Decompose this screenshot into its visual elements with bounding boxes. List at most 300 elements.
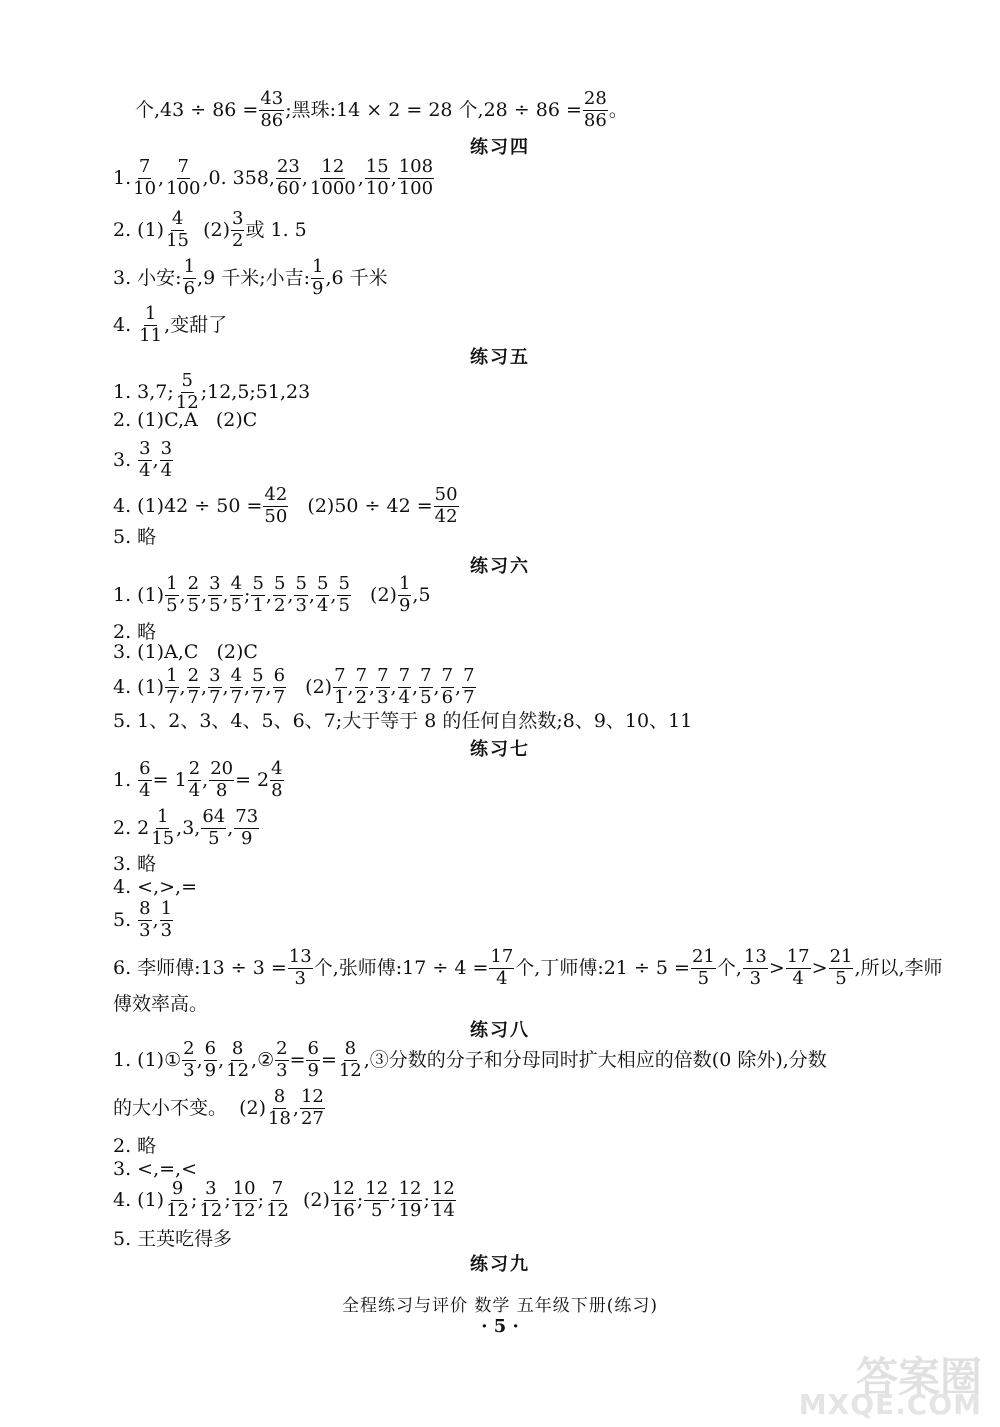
fraction-denominator: 5 bbox=[208, 827, 220, 849]
answer-text: , bbox=[152, 448, 159, 471]
fraction-denominator: 5 bbox=[166, 594, 178, 616]
section-heading: 练习六 bbox=[470, 556, 530, 577]
fraction-numerator: 2 bbox=[183, 1038, 195, 1059]
answer-text: , bbox=[222, 675, 229, 698]
fraction-denominator: 9 bbox=[204, 1059, 217, 1081]
fraction-denominator: 6 bbox=[441, 686, 454, 708]
answer-text: , bbox=[201, 583, 208, 606]
fraction-denominator: 5 bbox=[187, 594, 200, 616]
fraction-denominator: 3 bbox=[183, 1059, 195, 1081]
fraction-denominator: 4 bbox=[139, 779, 151, 801]
page-number: · 5 · bbox=[481, 1316, 519, 1337]
answer-text: (2) bbox=[351, 583, 397, 606]
fraction-numerator: 10 bbox=[232, 1178, 256, 1199]
fraction bbox=[259, 90, 284, 131]
fraction-numerator: 7 bbox=[177, 156, 189, 177]
answer-text: , bbox=[201, 675, 208, 698]
answer-text: 4. bbox=[113, 313, 138, 336]
answer-text: = bbox=[320, 1048, 337, 1071]
answer-text: 6. 李师傅:13 ÷ 3 = bbox=[113, 956, 287, 979]
fraction-denominator: 2 bbox=[355, 686, 368, 708]
fraction-numerator: 6 bbox=[139, 758, 151, 779]
fraction-denominator: 3 bbox=[276, 1059, 288, 1081]
answer-text: , bbox=[244, 675, 251, 698]
fraction bbox=[265, 1180, 290, 1221]
answer-text: ,所以,李师 bbox=[854, 956, 943, 979]
answer-text: 或 1. 5 bbox=[245, 218, 307, 241]
answer-text: ; bbox=[356, 1188, 364, 1211]
fraction-denominator: 7 bbox=[166, 686, 178, 708]
fraction bbox=[355, 667, 368, 708]
answer-text: ,5 bbox=[412, 583, 431, 606]
fraction bbox=[232, 1180, 257, 1221]
fraction-numerator: 12 bbox=[321, 156, 345, 177]
fraction-denominator: 5 bbox=[420, 686, 432, 708]
fraction-numerator: 5 bbox=[273, 573, 286, 594]
fraction bbox=[273, 575, 286, 616]
answer-text: 1. (1)① bbox=[113, 1048, 182, 1071]
answer-text: , bbox=[152, 908, 159, 931]
fraction-numerator: 7 bbox=[420, 665, 432, 686]
fraction bbox=[165, 158, 201, 199]
fraction-numerator: 1 bbox=[160, 898, 173, 919]
fraction-numerator: 5 bbox=[252, 665, 264, 686]
answer-text: 2. 2 bbox=[113, 816, 150, 839]
fraction bbox=[230, 575, 243, 616]
fraction bbox=[182, 1040, 195, 1081]
fraction-denominator: 3 bbox=[294, 967, 306, 989]
fraction-numerator: 2 bbox=[188, 758, 201, 779]
fraction bbox=[175, 372, 200, 413]
fraction-numerator: 9 bbox=[171, 1178, 184, 1199]
watermark-text: 答案圈 bbox=[855, 1353, 982, 1402]
fraction-numerator: 23 bbox=[276, 156, 300, 177]
fraction bbox=[829, 948, 854, 989]
answer-text: 。 bbox=[608, 98, 628, 121]
answer-text: , bbox=[412, 675, 419, 698]
fraction bbox=[188, 760, 201, 801]
fraction bbox=[338, 1040, 363, 1081]
fraction-denominator: 15 bbox=[166, 229, 189, 251]
answer-text: , bbox=[455, 675, 462, 698]
answer-text: , bbox=[218, 1048, 225, 1071]
fraction-denominator: 9 bbox=[241, 827, 253, 849]
fraction bbox=[275, 1040, 288, 1081]
answer-text: ,变甜了 bbox=[164, 313, 228, 336]
fraction-denominator: 11 bbox=[139, 324, 163, 346]
fraction bbox=[273, 667, 286, 708]
fraction bbox=[231, 210, 244, 251]
fraction-numerator: 1 bbox=[144, 303, 157, 324]
fraction-denominator: 3 bbox=[160, 919, 173, 941]
fraction-numerator: 50 bbox=[434, 484, 458, 505]
fraction bbox=[187, 575, 200, 616]
fraction-denominator: 12 bbox=[226, 1059, 250, 1081]
answer-text: ;黑珠:14 × 2 = 28 个,28 ÷ 86 = bbox=[285, 98, 582, 121]
fraction-numerator: 8 bbox=[273, 1086, 286, 1107]
fraction bbox=[138, 760, 151, 801]
fraction bbox=[331, 1180, 356, 1221]
answer-text: 4. (1) bbox=[113, 1188, 165, 1211]
fraction-numerator: 28 bbox=[583, 88, 607, 109]
fraction-denominator: 7 bbox=[273, 686, 286, 708]
answer-text: = 2 bbox=[235, 768, 270, 791]
fraction-denominator: 4 bbox=[139, 459, 151, 481]
fraction-numerator: 108 bbox=[398, 156, 434, 177]
answer-text: , bbox=[369, 675, 376, 698]
fraction bbox=[316, 575, 329, 616]
fraction-denominator: 4 bbox=[160, 459, 173, 481]
fraction-numerator: 5 bbox=[295, 573, 307, 594]
fraction-denominator: 12 bbox=[199, 1199, 223, 1221]
fraction-denominator: 9 bbox=[398, 594, 411, 616]
answer-text: 个,丁师傅:21 ÷ 5 = bbox=[515, 956, 690, 979]
fraction-denominator: 12 bbox=[232, 1199, 256, 1221]
fraction-denominator: 4 bbox=[496, 967, 508, 989]
fraction-denominator: 3 bbox=[295, 594, 307, 616]
fraction bbox=[311, 258, 324, 299]
answer-text: 1. bbox=[113, 768, 138, 791]
fraction bbox=[462, 667, 475, 708]
fraction bbox=[209, 760, 234, 801]
fraction-numerator: 6 bbox=[273, 665, 286, 686]
answer-text: ; bbox=[390, 1188, 397, 1211]
fraction-numerator: 73 bbox=[235, 806, 259, 827]
fraction bbox=[234, 808, 259, 849]
answer-text: 1. (1) bbox=[113, 583, 165, 606]
answer-text: > bbox=[811, 956, 828, 979]
fraction-numerator: 4 bbox=[230, 665, 243, 686]
fraction-denominator: 27 bbox=[300, 1107, 324, 1129]
fraction-numerator: 5 bbox=[316, 573, 329, 594]
fraction-numerator: 1 bbox=[312, 256, 324, 277]
answer-text: 个,张师傅:17 ÷ 4 = bbox=[313, 956, 489, 979]
fraction bbox=[251, 575, 264, 616]
fraction bbox=[376, 667, 389, 708]
fraction bbox=[743, 948, 768, 989]
answer-text: , bbox=[202, 768, 209, 791]
answer-text: 4. (1) bbox=[113, 675, 165, 698]
section-heading: 练习五 bbox=[470, 347, 530, 368]
answer-text: = bbox=[289, 1048, 306, 1071]
answer-text: 2. (1) bbox=[113, 218, 165, 241]
fraction-denominator: 2 bbox=[232, 229, 244, 251]
fraction-numerator: 7 bbox=[334, 665, 346, 686]
fraction-numerator: 12 bbox=[331, 1178, 355, 1199]
answer-text: , bbox=[179, 675, 186, 698]
answer-text: ,③分数的分子和分母同时扩大相应的倍数(0 除外),分数 bbox=[363, 1048, 827, 1071]
fraction bbox=[294, 575, 307, 616]
fraction-denominator: 9 bbox=[312, 277, 324, 299]
fraction-denominator: 42 bbox=[434, 505, 458, 527]
fraction bbox=[208, 667, 221, 708]
fraction bbox=[198, 1180, 223, 1221]
answer-text: ,② bbox=[251, 1048, 275, 1071]
answer-text: (2) bbox=[290, 1188, 330, 1211]
answer-text: , bbox=[330, 583, 337, 606]
fraction-denominator: 10 bbox=[133, 177, 157, 199]
fraction-denominator: 60 bbox=[276, 177, 300, 199]
footer-title: 全程练习与评价 数学 五年级下册(练习) bbox=[341, 1296, 659, 1316]
fraction-numerator: 1 bbox=[156, 806, 169, 827]
answer-text: , bbox=[301, 166, 308, 189]
fraction bbox=[267, 1088, 292, 1129]
fraction bbox=[251, 667, 264, 708]
answer-text: , bbox=[265, 583, 272, 606]
answer-text: ; bbox=[244, 583, 251, 606]
section-heading: 练习八 bbox=[470, 1020, 530, 1041]
fraction bbox=[434, 486, 459, 527]
fraction-numerator: 21 bbox=[691, 946, 715, 967]
fraction-numerator: 12 bbox=[365, 1178, 389, 1199]
answer-text: , bbox=[287, 583, 294, 606]
fraction bbox=[183, 258, 196, 299]
section-heading: 练习四 bbox=[470, 137, 530, 158]
fraction-denominator: 12 bbox=[175, 391, 199, 413]
fraction-denominator: 18 bbox=[268, 1107, 291, 1129]
answer-text: 5. 略 bbox=[113, 526, 157, 548]
answer-text: 3. 略 bbox=[113, 853, 157, 875]
section-heading: 练习九 bbox=[470, 1254, 530, 1275]
fraction-denominator: 6 bbox=[183, 277, 196, 299]
fraction-denominator: 16 bbox=[331, 1199, 355, 1221]
fraction bbox=[160, 900, 173, 941]
answer-text: 5. 王英吃得多 bbox=[113, 1228, 233, 1250]
fraction-denominator: 12 bbox=[266, 1199, 289, 1221]
fraction-numerator: 20 bbox=[210, 758, 234, 779]
fraction bbox=[187, 667, 200, 708]
answer-text: 2. 略 bbox=[113, 1135, 157, 1157]
fraction bbox=[225, 1040, 250, 1081]
fraction-numerator: 7 bbox=[377, 665, 389, 686]
fraction-numerator: 42 bbox=[264, 484, 288, 505]
fraction bbox=[431, 1180, 456, 1221]
watermark-url: MXQE.COM bbox=[798, 1388, 982, 1421]
fraction bbox=[333, 667, 346, 708]
fraction-numerator: 13 bbox=[288, 946, 312, 967]
fraction bbox=[165, 1180, 190, 1221]
fraction-denominator: 7 bbox=[252, 686, 264, 708]
answer-text: 个, bbox=[716, 956, 742, 979]
fraction bbox=[165, 575, 178, 616]
fraction bbox=[263, 486, 288, 527]
fraction bbox=[270, 760, 283, 801]
fraction-numerator: 7 bbox=[271, 1178, 284, 1199]
fraction-denominator: 1 bbox=[252, 594, 264, 616]
fraction-numerator: 3 bbox=[232, 208, 244, 229]
fraction bbox=[398, 575, 411, 616]
answer-text: (2)50 ÷ 42 = bbox=[289, 494, 433, 517]
fraction-numerator: 1 bbox=[183, 256, 196, 277]
fraction-denominator: 14 bbox=[431, 1199, 455, 1221]
fraction-numerator: 1 bbox=[166, 573, 178, 594]
fraction-numerator: 4 bbox=[271, 758, 283, 779]
fraction-denominator: 12 bbox=[166, 1199, 189, 1221]
answer-text: 的大小不变。 (2) bbox=[113, 1096, 266, 1119]
fraction bbox=[691, 948, 716, 989]
fraction bbox=[288, 948, 313, 989]
fraction-denominator: 12 bbox=[338, 1059, 362, 1081]
fraction-denominator: 4 bbox=[316, 594, 329, 616]
fraction bbox=[306, 1040, 319, 1081]
fraction-numerator: 2 bbox=[276, 1038, 288, 1059]
fraction-numerator: 3 bbox=[139, 438, 151, 459]
fraction-numerator: 5 bbox=[252, 573, 264, 594]
fraction-numerator: 5 bbox=[181, 370, 193, 391]
fraction-numerator: 7 bbox=[138, 156, 151, 177]
fraction-numerator: 3 bbox=[209, 665, 221, 686]
fraction bbox=[337, 575, 350, 616]
answer-text: > bbox=[768, 956, 785, 979]
fraction-numerator: 1 bbox=[398, 573, 411, 594]
fraction bbox=[165, 667, 178, 708]
fraction-numerator: 17 bbox=[786, 946, 810, 967]
fraction-denominator: 3 bbox=[139, 919, 151, 941]
fraction bbox=[276, 158, 301, 199]
fraction-denominator: 7 bbox=[209, 686, 221, 708]
section-heading: 练习七 bbox=[470, 739, 530, 760]
fraction bbox=[230, 667, 243, 708]
answer-text: ; bbox=[257, 1188, 265, 1211]
fraction bbox=[208, 575, 221, 616]
answer-text: (2) bbox=[287, 675, 333, 698]
answer-text: , bbox=[308, 583, 315, 606]
fraction-numerator: 12 bbox=[398, 1178, 422, 1199]
answer-text: , bbox=[433, 675, 440, 698]
fraction bbox=[419, 667, 432, 708]
fraction bbox=[364, 1180, 389, 1221]
answer-text: ,6 千米 bbox=[325, 266, 388, 289]
answer-text: 5. bbox=[113, 908, 138, 931]
fraction bbox=[441, 667, 454, 708]
answer-text: 3. bbox=[113, 448, 138, 471]
fraction-denominator: 4 bbox=[398, 686, 411, 708]
fraction-denominator: 7 bbox=[230, 686, 243, 708]
fraction-denominator: 8 bbox=[215, 779, 228, 801]
answer-text: , bbox=[265, 675, 272, 698]
fraction-numerator: 2 bbox=[187, 573, 200, 594]
fraction-numerator: 12 bbox=[431, 1178, 455, 1199]
answer-text: 2. 略 bbox=[113, 621, 157, 643]
answer-text: , bbox=[196, 1048, 203, 1071]
answer-text: ,9 千米;小吉: bbox=[197, 266, 311, 289]
fraction-denominator: 3 bbox=[377, 686, 389, 708]
fraction bbox=[300, 1088, 325, 1129]
answer-text: 3. <,=,< bbox=[113, 1158, 198, 1180]
fraction bbox=[398, 1180, 423, 1221]
answer-text: 傅效率高。 bbox=[113, 993, 209, 1015]
answer-text: 1. bbox=[113, 166, 132, 189]
fraction bbox=[132, 158, 157, 199]
answer-text: , bbox=[179, 583, 186, 606]
answer-text: , bbox=[222, 583, 229, 606]
fraction-numerator: 6 bbox=[307, 1038, 319, 1059]
fraction-denominator: 86 bbox=[260, 109, 284, 131]
answer-text: ; bbox=[224, 1188, 231, 1211]
fraction-denominator: 2 bbox=[273, 594, 286, 616]
fraction-numerator: 7 bbox=[463, 665, 475, 686]
answer-text: , bbox=[390, 675, 397, 698]
fraction-denominator: 4 bbox=[188, 779, 201, 801]
answer-text: 3. (1)A,C (2)C bbox=[113, 641, 258, 663]
fraction-denominator: 50 bbox=[264, 505, 288, 527]
fraction-denominator: 5 bbox=[338, 594, 350, 616]
fraction-numerator: 15 bbox=[365, 156, 389, 177]
answer-text: (2) bbox=[191, 218, 230, 241]
fraction-numerator: 8 bbox=[231, 1038, 244, 1059]
fraction-denominator: 4 bbox=[792, 967, 804, 989]
fraction-numerator: 43 bbox=[260, 88, 284, 109]
fraction-numerator: 1 bbox=[166, 665, 178, 686]
fraction-denominator: 15 bbox=[151, 827, 175, 849]
fraction bbox=[583, 90, 608, 131]
answer-text: , bbox=[390, 166, 397, 189]
fraction-denominator: 8 bbox=[271, 779, 283, 801]
answer-text: = 1 bbox=[152, 768, 187, 791]
fraction-denominator: 100 bbox=[166, 177, 201, 199]
fraction-numerator: 5 bbox=[338, 573, 350, 594]
fraction-numerator: 3 bbox=[209, 573, 221, 594]
fraction bbox=[201, 808, 226, 849]
fraction-numerator: 12 bbox=[300, 1086, 324, 1107]
fraction-denominator: 86 bbox=[583, 109, 607, 131]
fraction-numerator: 13 bbox=[743, 946, 767, 967]
fraction-numerator: 4 bbox=[230, 573, 243, 594]
fraction-denominator: 5 bbox=[230, 594, 243, 616]
fraction-numerator: 64 bbox=[202, 806, 226, 827]
fraction bbox=[138, 305, 163, 346]
fraction-numerator: 6 bbox=[204, 1038, 217, 1059]
fraction-denominator: 7 bbox=[463, 686, 475, 708]
answer-text: ,3, bbox=[176, 816, 201, 839]
fraction-denominator: 5 bbox=[697, 967, 710, 989]
answer-text: ; bbox=[191, 1188, 198, 1211]
fraction-denominator: 5 bbox=[835, 967, 847, 989]
answer-text: , bbox=[227, 816, 234, 839]
watermark-logo bbox=[798, 1345, 992, 1421]
fraction-denominator: 3 bbox=[749, 967, 762, 989]
fraction-denominator: 1 bbox=[334, 686, 346, 708]
fraction bbox=[160, 440, 173, 481]
fraction bbox=[489, 948, 514, 989]
fraction-denominator: 7 bbox=[187, 686, 200, 708]
fraction-numerator: 4 bbox=[171, 208, 184, 229]
fraction-numerator: 8 bbox=[139, 898, 151, 919]
answer-text: 4. <,>,= bbox=[113, 876, 198, 898]
fraction bbox=[150, 808, 175, 849]
fraction-denominator: 5 bbox=[209, 594, 221, 616]
answer-text: 1. 3,7; bbox=[113, 380, 174, 403]
answer-text: , bbox=[292, 1096, 299, 1119]
fraction-numerator: 7 bbox=[355, 665, 368, 686]
answer-text: ,0. 358, bbox=[202, 166, 275, 189]
fraction-denominator: 1000 bbox=[309, 177, 356, 199]
fraction-numerator: 17 bbox=[490, 946, 514, 967]
fraction bbox=[138, 440, 151, 481]
fraction bbox=[398, 158, 434, 199]
answer-text: ; bbox=[423, 1188, 430, 1211]
fraction bbox=[309, 158, 357, 199]
fraction-numerator: 3 bbox=[160, 438, 173, 459]
answer-text: 2. (1)C,A (2)C bbox=[113, 409, 258, 431]
fraction-numerator: 21 bbox=[829, 946, 853, 967]
fraction-denominator: 100 bbox=[398, 177, 434, 199]
fraction-denominator: 9 bbox=[307, 1059, 319, 1081]
fraction-numerator: 3 bbox=[205, 1178, 217, 1199]
fraction bbox=[204, 1040, 217, 1081]
fraction-denominator: 5 bbox=[370, 1199, 383, 1221]
fraction-numerator: 8 bbox=[344, 1038, 357, 1059]
